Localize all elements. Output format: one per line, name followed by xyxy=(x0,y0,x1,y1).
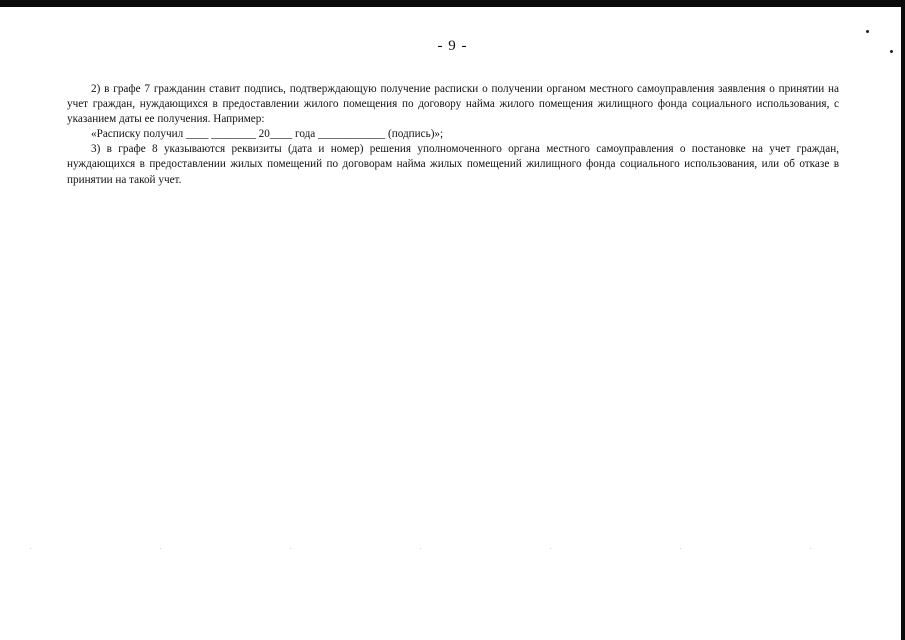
scan-speck xyxy=(866,30,869,33)
receipt-example: «Расписку получил ____ ________ 20____ года ____________ (подпись)»; xyxy=(91,128,444,141)
scan-border-right xyxy=(901,0,905,640)
document-body xyxy=(67,82,839,188)
paragraph-item-2: 2) в графе 7 гражданин ставит подпись, подтверждающую получение расписки о получении органом местного самоуправления заявления о принятии на учет граждан, нуждающихся в предоставлении жилого помещения по договору найма жилого помещения жилищного фонда социального использования, с указанием даты ее получения. Например: xyxy=(67,83,839,126)
page-number: - 9 - xyxy=(437,38,468,54)
paragraph-item-3: 3) в графе 8 указываются реквизиты (дата и номер) решения уполномоченного органа местного самоуправления о постановке на учет граждан, нуждающихся в предоставлении жилых помещений по договорам найма жилых помещений жилищного фонда социального использования, или об отказе в принятии на такой учет. xyxy=(67,143,839,186)
scan-border-top xyxy=(0,0,905,7)
scan-noise xyxy=(30,548,850,554)
